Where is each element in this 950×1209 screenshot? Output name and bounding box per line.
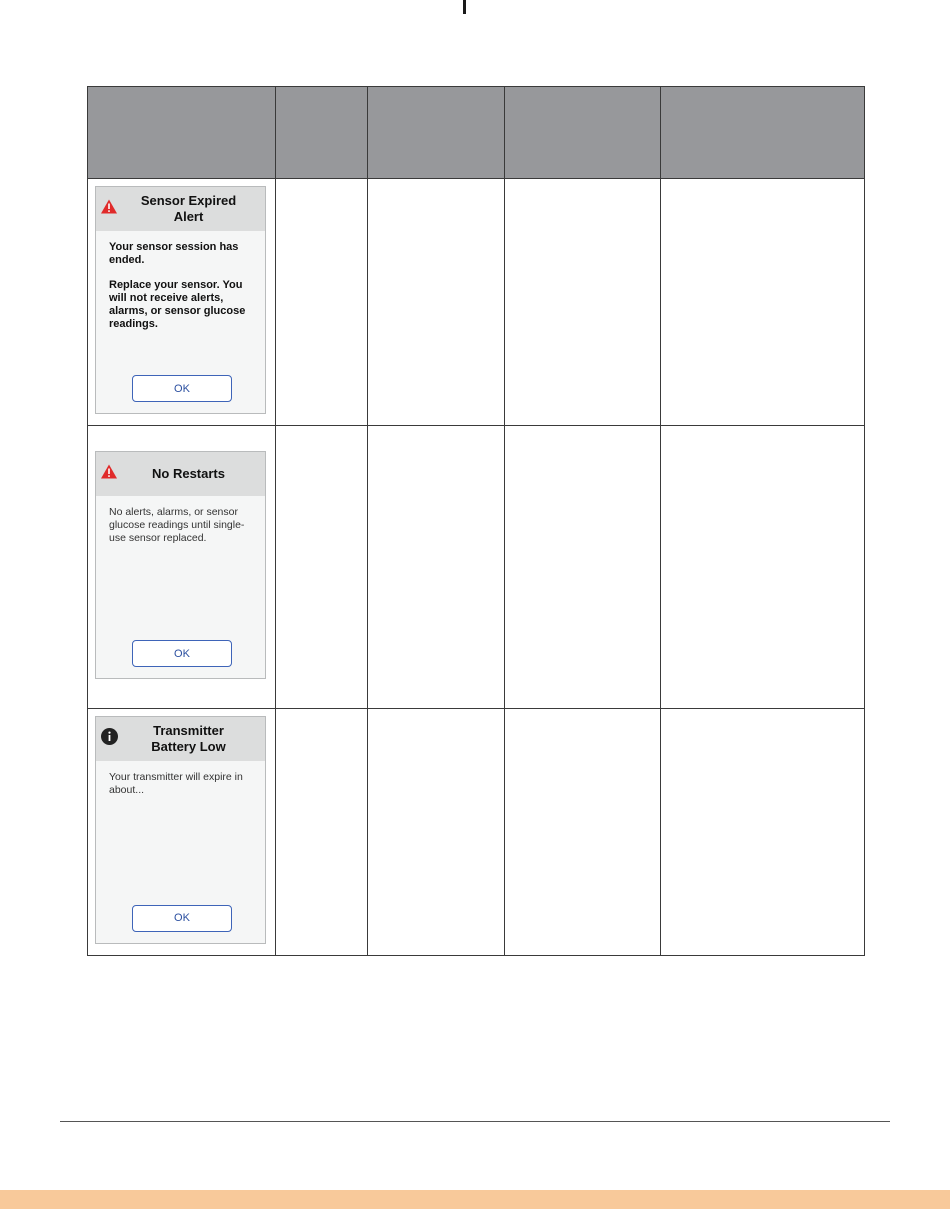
- table-cell: [368, 708, 505, 955]
- transmitter-battery-dialog: [95, 716, 266, 944]
- ok-button[interactable]: OK: [132, 640, 232, 667]
- table-header-row: [88, 87, 865, 179]
- alerts-table: [87, 86, 865, 956]
- sensor-expired-dialog: [95, 186, 266, 414]
- footer-divider: [60, 1121, 890, 1122]
- table-cell: [505, 426, 661, 708]
- dialog-body: [96, 231, 265, 331]
- dialog-title: Transmitter Battery Low: [151, 722, 226, 754]
- dialog-header: [96, 452, 265, 496]
- header-cell: [368, 87, 505, 179]
- header-cell: [661, 87, 865, 179]
- page-top-mark: [463, 0, 466, 14]
- table-cell: [276, 708, 368, 955]
- table-cell: [276, 426, 368, 708]
- dialog-body: [96, 496, 265, 545]
- no-restarts-dialog: [95, 451, 266, 679]
- screen-cell: [88, 708, 276, 955]
- header-cell: [88, 87, 276, 179]
- dialog-header: [96, 717, 265, 761]
- table-cell: [505, 179, 661, 426]
- table-cell: [368, 179, 505, 426]
- screen-cell: [88, 426, 276, 708]
- footer-band: [0, 1190, 950, 1209]
- ok-button[interactable]: OK: [132, 375, 232, 402]
- dialog-title: No Restarts: [152, 466, 225, 482]
- dialog-message: Replace your sensor. You will not receive alerts, alarms, or sensor glucose readings.: [109, 279, 246, 331]
- table-cell: [661, 426, 865, 708]
- table-cell: [368, 426, 505, 708]
- dialog-message: No alerts, alarms, or sensor glucose readings until single-use sensor replaced.: [109, 506, 245, 545]
- header-cell: [276, 87, 368, 179]
- dialog-header: [96, 187, 265, 231]
- table-cell: [276, 179, 368, 426]
- dialog-message: Your transmitter will expire in about...: [109, 770, 243, 796]
- info-circle-icon: [101, 728, 118, 750]
- dialog-body: [96, 761, 265, 797]
- table-row: [88, 179, 865, 426]
- table-row: [88, 708, 865, 955]
- screen-cell: [88, 179, 276, 426]
- table-cell: [661, 708, 865, 955]
- warning-triangle-icon: [101, 465, 117, 484]
- dialog-message: Your sensor session has ended.: [109, 241, 239, 267]
- dialog-title: Sensor Expired Alert: [140, 193, 237, 225]
- ok-button[interactable]: OK: [132, 905, 232, 932]
- table-row: [88, 426, 865, 708]
- table-cell: [505, 708, 661, 955]
- header-cell: [505, 87, 661, 179]
- table-cell: [661, 179, 865, 426]
- warning-triangle-icon: [101, 200, 117, 219]
